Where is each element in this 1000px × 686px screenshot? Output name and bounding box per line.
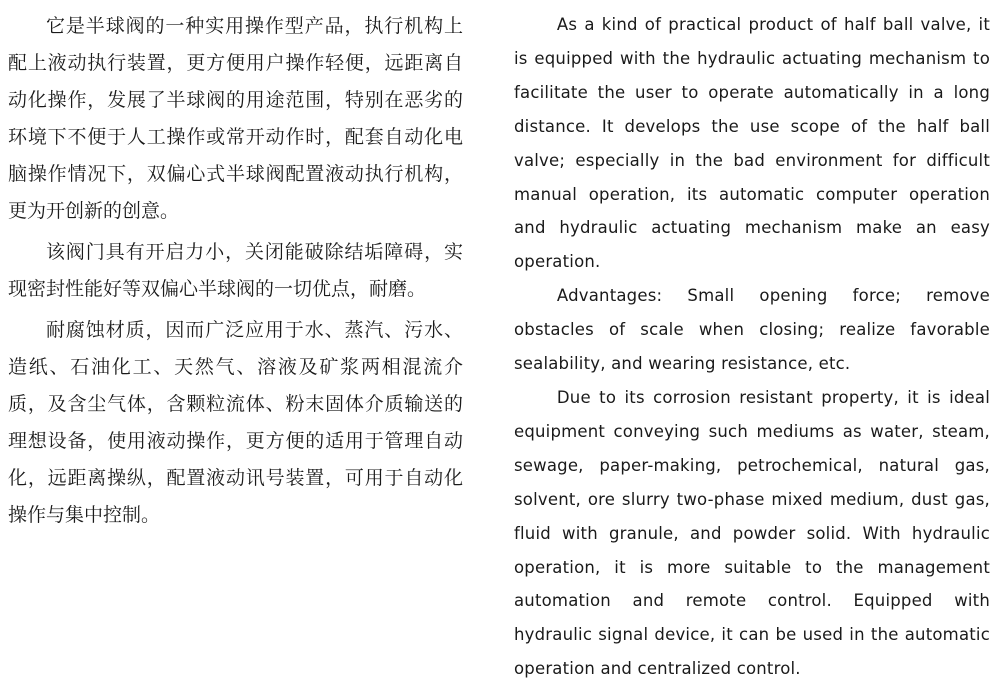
chinese-paragraph-advantages: 该阀门具有开启力小，关闭能破除结垢障碍，实现密封性能好等双偏心半球阀的一切优点，耐磨。: [8, 241, 463, 300]
english-text-column: [514, 8, 990, 686]
chinese-text-column: [8, 8, 463, 538]
chinese-paragraph-intro: 它是半球阀的一种实用操作型产品，执行机构上配上液动执行装置，更方便用户操作轻便，远距离自动化操作，发展了半球阀的用途范围，特别在恶劣的环境下不便于人工操作或常开动作时，配套自动化电脑操作情况下，双偏心式半球阀配置液动执行机构，更为开创新的创意。: [8, 15, 463, 222]
english-paragraph-applications: Due to its corrosion resistant property, it is ideal equipment conveying such mediums as water, steam, sewage, paper-making, petrochemical, natural gas, solvent, ore slurry two-phase mixed medium, dust gas, fluid with granule, and powder solid. With hydraulic operation, it is more suitable to the management automation and remote control. Equipped with hydraulic signal device, it can be used in the automatic operation and centralized control.: [514, 387, 990, 679]
chinese-paragraph-applications: 耐腐蚀材质，因而广泛应用于水、蒸汽、污水、造纸、石油化工、天然气、溶液及矿浆两相混流介质，及含尘气体，含颗粒流体、粉末固体介质输送的理想设备，使用液动操作，更方便的适用于管理自动化，远距离操纵，配置液动讯号装置，可用于自动化操作与集中控制。: [8, 319, 463, 526]
english-paragraph-advantages: Advantages: Small opening force; remove obstacles of scale when closing; realize favorable sealability, and wearing resistance, etc.: [514, 286, 990, 374]
english-paragraph-intro: As a kind of practical product of half ball valve, it is equipped with the hydraulic actuating mechanism to facilitate the user to operate automatically in a long distance. It develops the use scope of the half ball valve; especially in the bad environment for difficult manual operation, its automatic computer operation and hydraulic actuating mechanism make an easy operation.: [514, 15, 990, 272]
